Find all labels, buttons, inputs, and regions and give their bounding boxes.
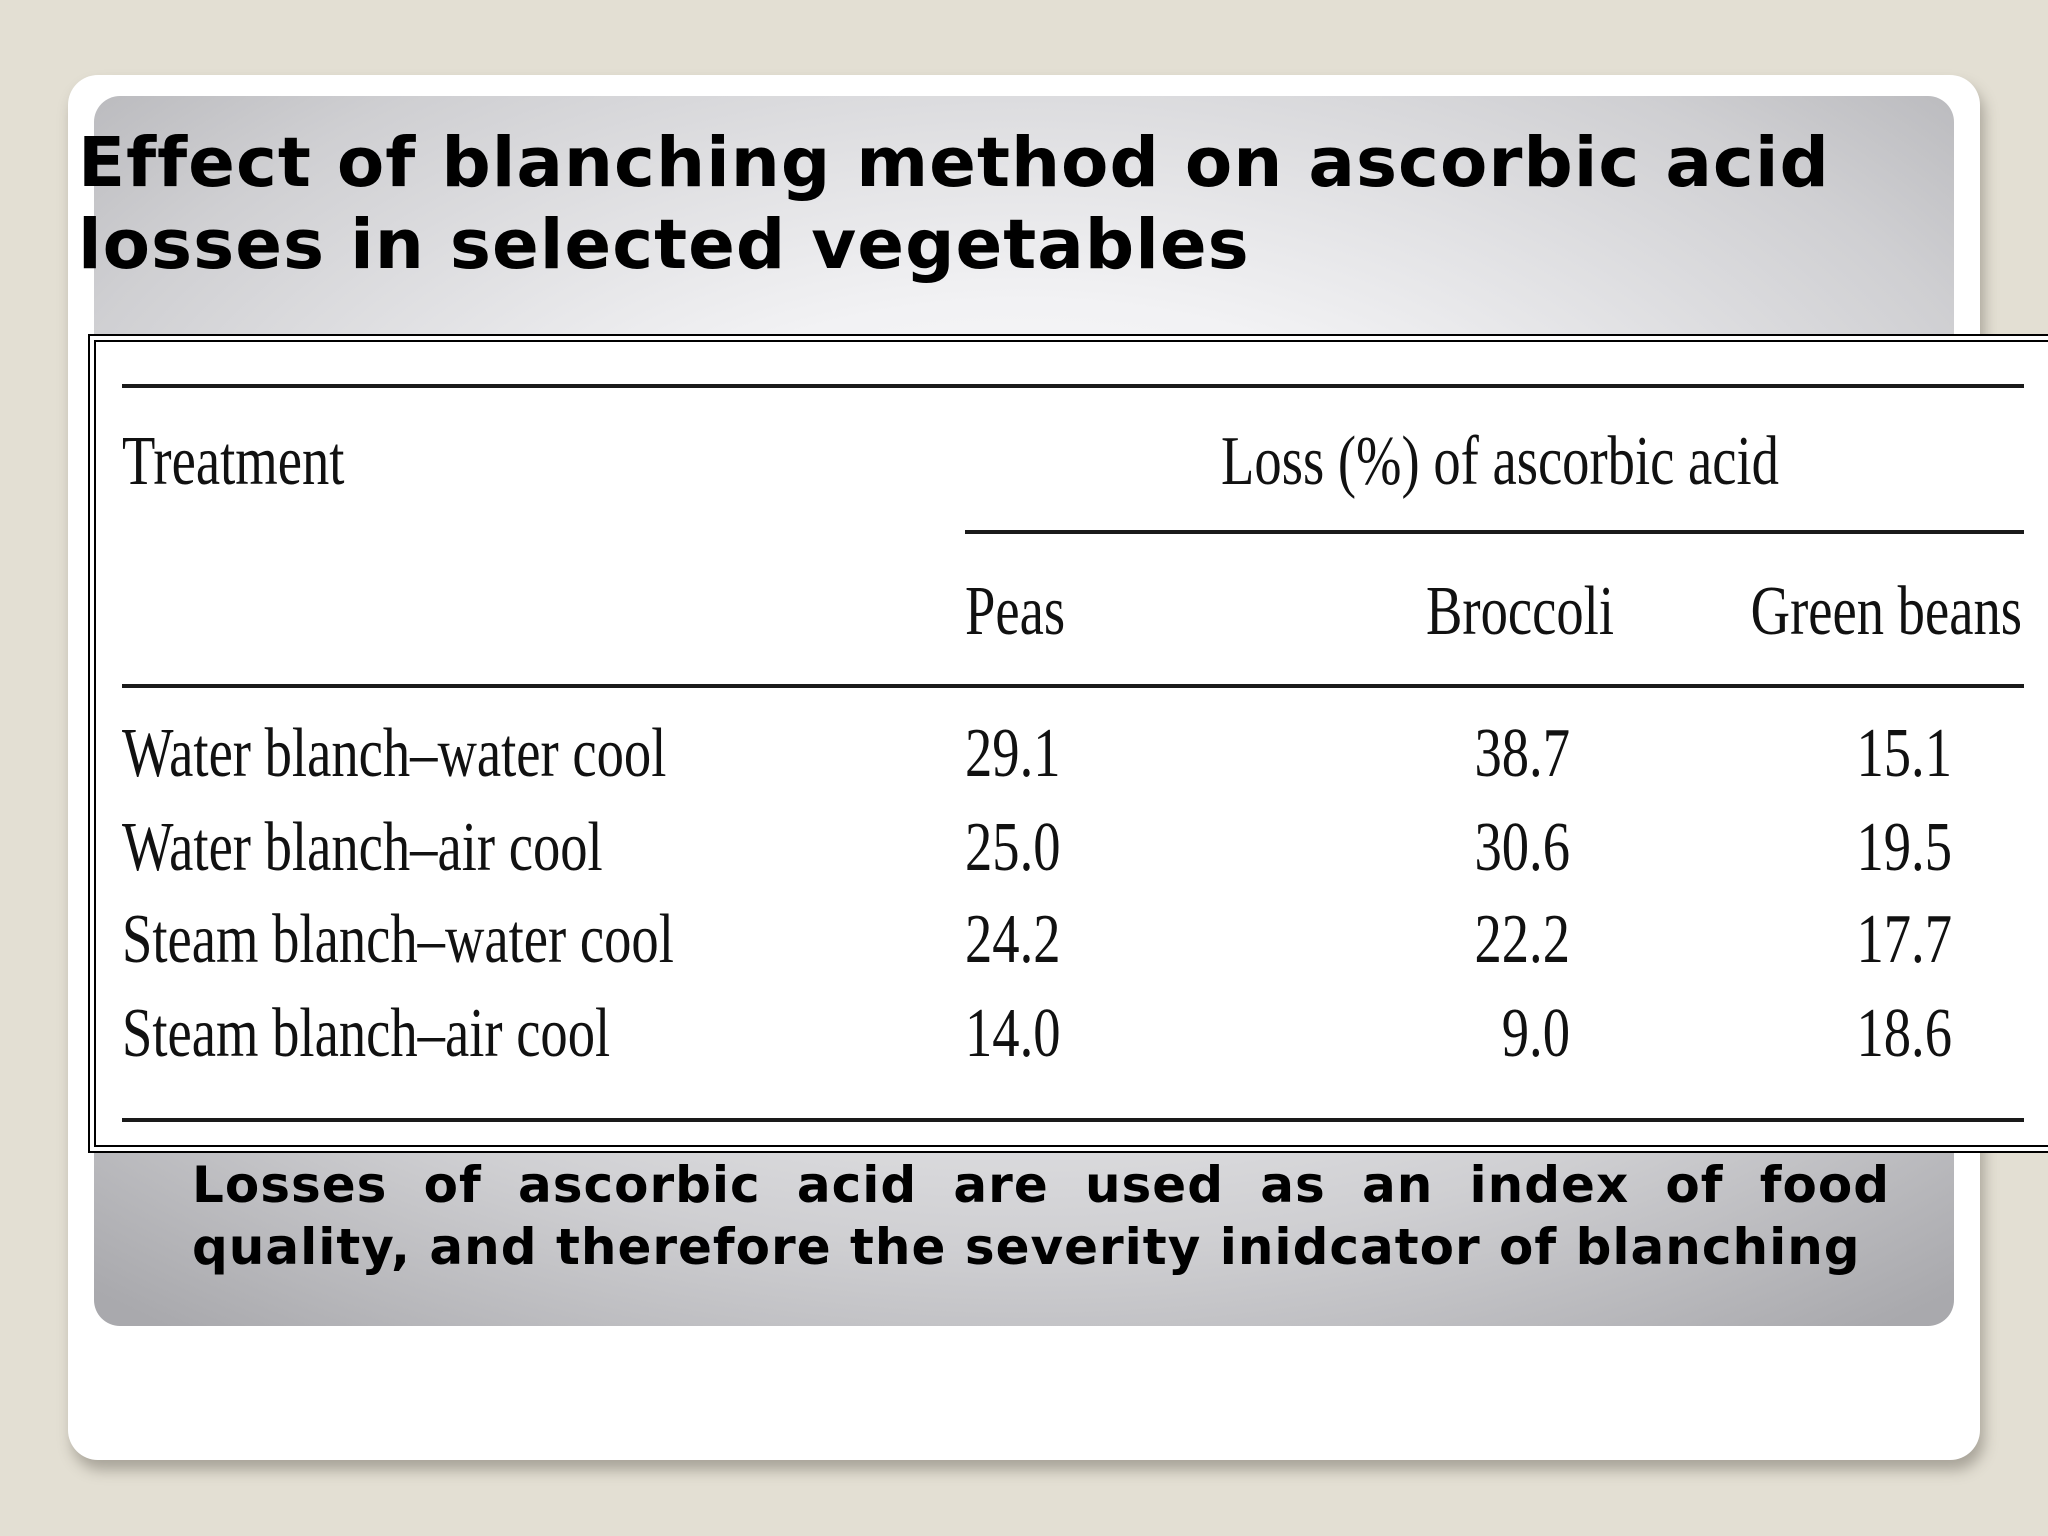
table-row-1-broccoli: 38.7 — [1474, 715, 1570, 792]
table-row-2-green-beans: 19.5 — [1856, 809, 1952, 886]
slide-title: Effect of blanching method on ascorbic acid losses in selected vegetables — [78, 123, 1830, 285]
table-row-3-peas: 24.2 — [965, 901, 1061, 978]
table-header-green-beans: Green beans — [1750, 573, 2022, 650]
table-header-loss-group: Loss (%) of ascorbic acid — [1221, 423, 1779, 500]
table-header-rule — [122, 684, 2024, 688]
table-group-rule — [965, 530, 2024, 534]
table-row-4-peas: 14.0 — [965, 995, 1061, 1072]
table-bottom-rule — [122, 1118, 2024, 1122]
table-row-1-green-beans: 15.1 — [1856, 715, 1952, 792]
table-header-broccoli: Broccoli — [1425, 573, 1615, 650]
table-row-2-broccoli: 30.6 — [1474, 809, 1570, 886]
table-top-rule — [122, 384, 2024, 388]
table-row-3-green-beans: 17.7 — [1856, 901, 1952, 978]
table-row-2-treatment: Water blanch–air cool — [122, 809, 603, 886]
table-row-1-treatment: Water blanch–water cool — [122, 715, 667, 792]
table-header-peas: Peas — [965, 573, 1066, 650]
slide-note: Losses of ascorbic acid are used as an index of food quality, and therefore the severity inidcator of blanching — [192, 1156, 1890, 1276]
table-row-1-peas: 29.1 — [965, 715, 1061, 792]
table-row-4-green-beans: 18.6 — [1856, 995, 1952, 1072]
table-image-frame — [88, 334, 2048, 1153]
table-row-2-peas: 25.0 — [965, 809, 1061, 886]
table-header-treatment: Treatment — [122, 423, 345, 500]
table-row-4-treatment: Steam blanch–air cool — [122, 995, 611, 1072]
table-row-4-broccoli: 9.0 — [1501, 995, 1570, 1072]
table-row-3-treatment: Steam blanch–water cool — [122, 901, 674, 978]
table-row-3-broccoli: 22.2 — [1474, 901, 1570, 978]
